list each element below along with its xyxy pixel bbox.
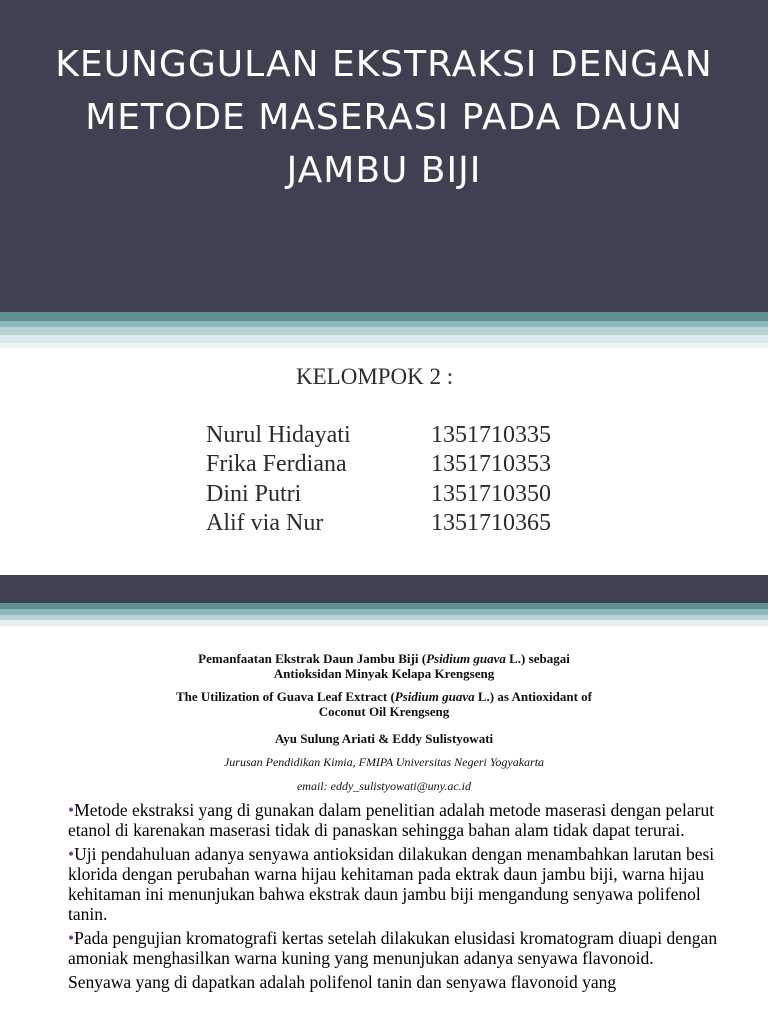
group-label: KELOMPOK 2 : bbox=[296, 364, 454, 389]
paragraph: •Uji pendahuluan adanya senyawa antioksidan dilakukan dengan menambahkan larutan besi klorida dengan perubahan warna hijau kehitaman pada ektrak daun jambu biji, warna hijau kehitaman ini menunjukan bahwa ekstrak daun jambu biji mengandung senyawa polifenol tanin. bbox=[68, 844, 715, 924]
member-id: 1351710350 bbox=[431, 481, 551, 507]
paper-title-id: Pemanfaatan Ekstrak Daun Jambu Biji (Psidium guava L.) sebagai bbox=[198, 651, 570, 666]
member-name: Nurul Hidayati bbox=[206, 422, 351, 448]
member-name: Alif via Nur bbox=[206, 510, 324, 536]
paper-title-en: The Utilization of Guava Leaf Extract (Psidium guava L.) as Antioxidant of bbox=[175, 689, 593, 704]
decorative-stripe bbox=[0, 327, 768, 335]
member-id: 1351710353 bbox=[431, 451, 551, 477]
paper-title-id-line2: Antioksidan Minyak Kelapa Krengseng bbox=[273, 666, 495, 681]
paper-affiliation: Jurusan Pendidikan Kimia, FMIPA Universitas Negeri Yogyakarta bbox=[223, 755, 545, 769]
paper-authors: Ayu Sulung Ariati & Eddy Sulistyowati bbox=[274, 731, 494, 746]
member-id: 1351710335 bbox=[431, 422, 551, 448]
decorative-stripe bbox=[0, 335, 768, 343]
bullet-icon: • bbox=[68, 928, 75, 948]
summary-text bbox=[68, 800, 738, 996]
paper-email: email: eddy_sulistyowati@uny.ac.id bbox=[296, 779, 471, 793]
top-band bbox=[0, 575, 768, 603]
decorative-stripe bbox=[0, 343, 768, 348]
paper-title-en-line2: Coconut Oil Krengseng bbox=[318, 704, 450, 719]
member-name: Frika Ferdiana bbox=[206, 451, 347, 477]
decorative-stripe bbox=[0, 312, 768, 321]
slide-content bbox=[0, 575, 768, 1024]
paragraph: •Metode ekstraksi yang di gunakan dalam penelitian adalah metode maserasi dengan pelarut etanol di karenakan maserasi tidak di panaskan sehingga bahan alam tidak dapat terurai. bbox=[68, 800, 715, 840]
slide-title-text: KEUNGGULAN EKSTRAKSI DENGAN METODE MASERASI PADA DAUN JAMBU BIJI bbox=[55, 44, 713, 191]
member-name: Dini Putri bbox=[206, 481, 302, 507]
member-id: 1351710365 bbox=[431, 510, 551, 536]
paragraph: •Pada pengujian kromatografi kertas setelah dilakukan elusidasi kromatogram diuapi dengan amoniak menghasilkan warna kuning yang menunjukan adanya senyawa flavonoid. bbox=[68, 928, 718, 968]
title-band bbox=[0, 0, 768, 312]
bullet-icon: • bbox=[68, 800, 75, 820]
paragraph: Senyawa yang di dapatkan adalah polifenol tanin dan senyawa flavonoid yang bbox=[68, 972, 617, 992]
bullet-icon: • bbox=[68, 844, 75, 864]
decorative-stripe bbox=[0, 620, 768, 626]
